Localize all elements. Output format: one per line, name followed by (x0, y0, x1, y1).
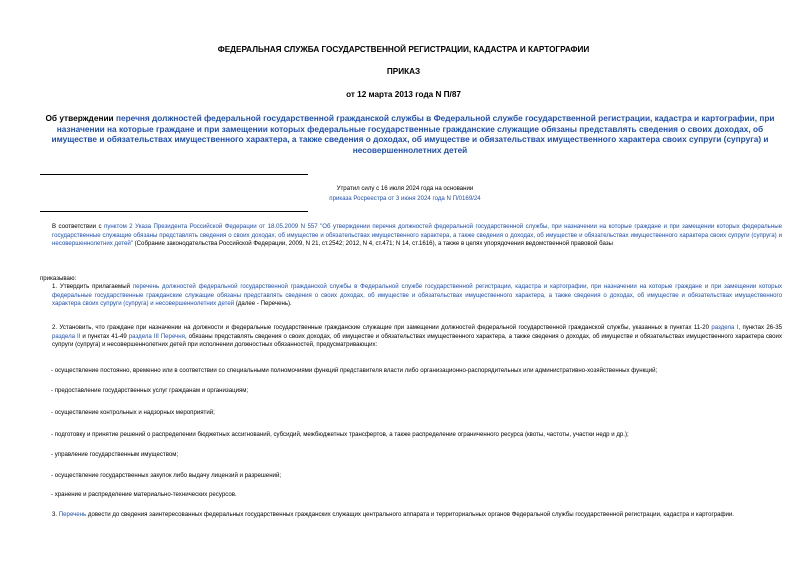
list-link[interactable]: перечень должностей федеральной государственной гражданской службы в Федеральной службе государственной регистрации, кадастра и картографии, при назначении на которые граждане и при замещении которых федеральные государственные гражданские служащие обязаны представлять сведения о своих доходах, об имуществе и обязательствах имущественного характера, а также сведения о доходах, об имуществе и обязательствах имущественного характера своих супруги (супруга) и несовершеннолетних детей (52, 283, 783, 308)
bullet-item: - предоставление государственных услуг гражданам и организациям; (51, 387, 249, 394)
bullet-item: - осуществление постоянно, временно или в соответствии со специальными полномочиями функций представителя власти либо организационно-распорядительных или административно-хозяйственных функций; (51, 367, 658, 374)
title-link[interactable]: перечня должностей федеральной государственной гражданской службы в Федеральной службе государственной регистрации, кадастра и картографии, при назначении на которые граждане и при замещении которых федеральные государственные гражданские служащие обязаны представлять сведения о своих доходах, об имуществе и обязательствах имущественного характера, а также сведения о доходах, об имуществе и обязательствах имущественного характера своих супруги (супруга) и несовершеннолетних детей (51, 113, 775, 155)
item-3-paragraph (40, 511, 782, 520)
section-2-link[interactable]: раздела II (52, 332, 81, 340)
item-1-text-2: (далее - Перечень). (234, 300, 292, 308)
document-kind: ПРИКАЗ (386, 67, 421, 76)
list-link-2[interactable]: Перечень (58, 511, 87, 518)
org-name: ФЕДЕРАЛЬНАЯ СЛУЖБА ГОСУДАРСТВЕННОЙ РЕГИСТРАЦИИ, КАДАСТРА И КАРТОГРАФИИ (217, 45, 590, 54)
item-3-text-1: 3. (52, 511, 59, 518)
bullet-item: - осуществление государственных закупок либо выдачу лицензий и разрешений; (51, 472, 282, 479)
item-2-text-1: 2. Установить, что граждане при назначении на должности и федеральные государственные гражданские служащие при замещении должностей федеральной государственной гражданской службы, указанных в пунктах 11-20 (52, 324, 712, 331)
item-2-text-2: , пунктах 26-35 (738, 324, 782, 331)
item-3-text-2: довести до сведения заинтересованных федеральных государственных гражданских служащих центрального аппарата и территориальных органов Федеральной службы государственной регистрации, кадастра и картографии. (86, 511, 734, 518)
decree-link[interactable]: пунктом 2 Указа Президента Российской Федерации от 18.05.2009 N 557 "Об утверждении перечня должностей федеральной государственной службы, при назначении на которые граждане и при замещении которых федеральные государственные служащие обязаны представлять сведения о своих доходах, об имуществе и обязательствах имущественного характера, а также сведения о доходах, об имуществе и обязательствах имущественного характера своих супруги (супруга) и несовершеннолетних детей" (52, 223, 782, 248)
bullet-item: - хранение и распределение материально-технических ресурсов. (51, 491, 237, 498)
repeal-text: Утратил силу с 16 июля 2024 года на основании (336, 185, 474, 192)
order-word: приказываю: (40, 275, 77, 282)
bullet-item: - осуществление контрольных и надзорных мероприятий; (51, 409, 215, 416)
divider-bottom (40, 211, 308, 212)
repeal-link[interactable]: приказа Росреестра от 3 июня 2024 года N П/0169/24 (329, 194, 481, 202)
repeal-note (270, 184, 540, 203)
item-1-paragraph (40, 283, 782, 309)
bullet-item: - подготовку и принятие решений о распределении бюджетных ассигнований, субсидий, межбюджетных трансфертов, а также распределение ограниченного ресурса (квоты, частоты, участки недр и др.); (51, 431, 629, 438)
item-2-text-4: , обязаны представлять сведения о своих доходах, об имуществе и обязательствах имущественного характера, а также сведения о доходах, об имуществе и обязательствах имущественного характера своих супруги (супруга) и несовершеннолетних детей при исполнении должностных обязанностей, предусматривающих: (52, 332, 782, 349)
item-1-text-1: 1. Утвердить прилагаемый (52, 283, 133, 290)
document-title (40, 113, 780, 155)
item-2-paragraph (40, 324, 782, 350)
divider-top (40, 174, 308, 175)
preamble-paragraph (40, 223, 782, 249)
section-3-link[interactable]: раздела III Перечня (128, 332, 185, 340)
preamble-text-1: В соответствии с (52, 223, 105, 230)
title-prefix: Об утверждении (45, 113, 116, 123)
item-2-text-3: и пунктах 41-49 (80, 332, 129, 340)
section-1-link[interactable]: раздела I (711, 324, 739, 331)
preamble-text-2: (Собрание законодательства Российской Федерации, 2009, N 21, ст.2542; 2012, N 4, ст.471; N 14, ст.1616), а также в целях упорядочения ведомственной правовой базы (132, 240, 613, 248)
document-date: от 12 марта 2013 года N П/87 (346, 90, 461, 99)
bullet-item: - управление государственным имуществом; (51, 451, 179, 458)
